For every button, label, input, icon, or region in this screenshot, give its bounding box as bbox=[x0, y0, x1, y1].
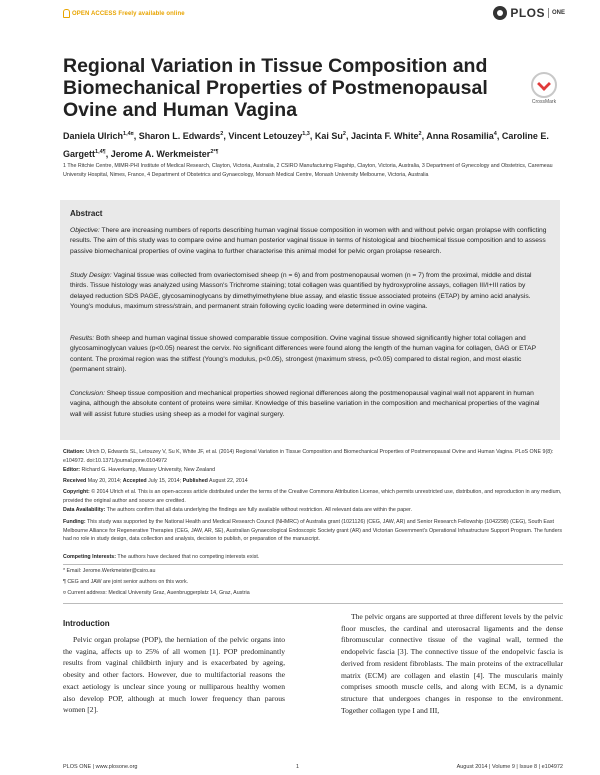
article-title: Regional Variation in Tissue Composition and Biomechanical Properties of Postmenopausal Ovine and Human Vagina bbox=[63, 55, 488, 121]
competing-interests: Competing Interests: The authors have declared that no competing interests exist. bbox=[63, 554, 260, 560]
corresponding-email[interactable]: * Email: Jerome.Werkmeister@csiro.au bbox=[63, 568, 156, 574]
joint-authors-note: ¶ CEG and JAW are joint senior authors on this work. bbox=[63, 579, 189, 585]
author: Jacinta F. White$^2$ bbox=[350, 131, 422, 141]
plos-logo-icon bbox=[493, 6, 507, 20]
abstract-results: Results: Both sheep and human vaginal tissue showed comparable tissue composition. Ovine vaginal tissue showed significantly higher total collagen and glycosaminoglycan values (p<0.05) nearest the cervix. No significant differences were found along the length of the human vagina for collagen, GAG or ETAP content. The proximal region was the stiffest (Young's modulus, p<0.05), strongest (maximum stress, p<0.05) compared to distal region, and most elastic (permanent strain). bbox=[70, 335, 536, 374]
open-access-tag[interactable] bbox=[63, 9, 185, 18]
introduction-column-2: The pelvic organs are supported at three different levels by the pelvic floor muscles, the cardinal and uterosacral ligaments and the dense fibromuscular connective tissue of the vaginal wall, termed the endopelvic fascia [3]. The connective tissue of the endopelvic fascia is derived from resident fibroblasts. The main proteins of the extracellular matrix (ECM) are collagen and elastin [4]. The muscularis mainly comprises smooth muscle cells, and along with ECM, is a dynamic structure that undergoes changes in response to the environment. Together collagen type I and III, bbox=[341, 612, 563, 715]
copyright: Copyright: © 2014 Ulrich et al. This is an open-access article distributed under the terms of the Creative Commons Attribution License, which permits unrestricted use, distribution, and reproduction in any medium, provided the original author and source are credited. bbox=[63, 489, 562, 504]
citation: Citation: Ulrich D, Edwards SL, Letouzey V, Su K, White JF, et al. (2014) Regional Variation in Tissue Composition and Biomechanical Properties of Postmenopausal Ovine and Human Vagina. PLoS ONE 9(8): e104972. doi:10.1371/journal.pone.0104972 bbox=[63, 449, 554, 464]
funding: Funding: This study was supported by the National Health and Medical Research Council (NHMRC) of Australia grant (1021126) (CEG, JAW, AR) and Senior Research Fellowship (1042298) (CEG), South East Melbourne Alliance for Regenerative Therapies (CEG, JAW, AR, SE), Australian Gynaecological Endoscopic Society grant (AR) and Victorian Government's Operational Infrastructure Support Program. The funders had no role in study design, data collection and analysis, decision to publish, or preparation of the manuscript. bbox=[63, 519, 562, 543]
author: Jerome A. Werkmeister$^{2*\P}$ bbox=[110, 149, 219, 159]
journal-header bbox=[0, 0, 600, 20]
footer-journal[interactable]: PLOS ONE | www.plosone.org bbox=[63, 764, 138, 770]
journal-logo[interactable] bbox=[493, 6, 565, 20]
editor: Editor: Richard G. Haverkamp, Massey University, New Zealand bbox=[63, 467, 216, 473]
author: Anna Rosamilia$^4$ bbox=[426, 131, 497, 141]
author: Daniela Ulrich$^{1,4¤}$ bbox=[63, 131, 134, 141]
author-list: Daniela Ulrich$^{1,4¤}$, Sharon L. Edwards$^2$, Vincent Letouzey$^{1,3}$, Kai Su$^2$, Jacinta F. White$^2$, Anna Rosamilia$^4$, Caroline E. Gargett$^{1,4\P}$, Jerome A. Werkmeister$^{2*\P}$ bbox=[63, 131, 549, 159]
author: Caroline E. Gargett$^{1,4\P}$ bbox=[63, 131, 549, 159]
author: Kai Su$^2$ bbox=[314, 131, 346, 141]
crossmark-badge[interactable] bbox=[524, 72, 564, 105]
abstract-box bbox=[60, 200, 560, 440]
abstract-objective: Objective: There are increasing numbers of reports describing human vaginal tissue composition in women with and without pelvic organ prolapse with conflicting results. The aim of this study was to compare ovine and human posterior vaginal tissue in terms of histological and biochemical tissue composition and to assess passive biomechanical properties of ovine vagina to further characterise this animal model for pelvic organ prolapse research. bbox=[70, 227, 547, 255]
dates: Received May 20, 2014; Accepted July 15, 2014; Published August 22, 2014 bbox=[63, 478, 248, 484]
open-lock-icon bbox=[63, 9, 70, 18]
author: Vincent Letouzey$^{1,3}$ bbox=[228, 131, 310, 141]
crossmark-label: CrossMark bbox=[531, 99, 557, 105]
current-address-note: ¤ Current address: Medical University Graz, Auenbruggerplatz 14, Graz, Austria bbox=[63, 590, 250, 596]
introduction-column-1: Pelvic organ prolapse (POP), the herniation of the pelvic organs into the vagina, affects up to 25% of all women [1]. POP predominantly results from vaginal childbirth injury and is exacerbated by ageing, obesity and other factors. However, due to multifactorial reasons the exact aetiology is unclear since young or nulliparous healthy women also develop POP, although at much lower frequency than parous women [2]. bbox=[63, 635, 285, 715]
crossmark-icon bbox=[531, 72, 557, 98]
author: Sharon L. Edwards$^2$ bbox=[138, 131, 224, 141]
open-access-label: OPEN ACCESS Freely available online bbox=[72, 10, 185, 17]
logo-divider bbox=[548, 8, 549, 18]
divider bbox=[63, 603, 563, 604]
divider bbox=[63, 564, 563, 565]
footer-issue: August 2014 | Volume 9 | Issue 8 | e104972 bbox=[456, 764, 563, 770]
introduction-heading: Introduction bbox=[63, 619, 110, 628]
journal-logo-sub: ONE bbox=[551, 10, 565, 16]
journal-logo-text: PLOS bbox=[510, 6, 545, 20]
affiliations: 1 The Ritchie Centre, MIMR-PHI Institute of Medical Research, Clayton, Victoria, Australia, 2 CSIRO Manufacturing Flagship, Clayton, Victoria, Australia, 3 Department of Gynecology and Obstetrics, Caremeau University Hospital, Nimes, France, 4 Department of Obstetrics and Gynaecology, Monash Medical Centre, Monash University Melbourne, Victoria, Australia bbox=[63, 163, 553, 178]
abstract-heading: Abstract bbox=[70, 209, 103, 218]
data-availability: Data Availability: The authors confirm that all data underlying the findings are fully available without restriction. All relevant data are within the paper. bbox=[63, 507, 413, 513]
abstract-study-design: Study Design: Vaginal tissue was collected from ovariectomised sheep (n = 6) and from postmenopausal women (n = 7) from the proximal, middle and distal thirds. Tissue histology was analyzed using Masson's Trichrome staining; total collagen was quantified by hydroxyproline assays, collagen III/I+III ratios by delayed reduction SDS PAGE, glycosaminoglycans by dimethylmethylene blue assay, and elastic tissue associated proteins (ETAP) by amino acid analysis. Young's modulus, maximum stress/strain, and permanent strain following cyclic loading were determined in ovine vagina. bbox=[70, 272, 532, 311]
page-number: 1 bbox=[296, 764, 300, 770]
abstract-conclusion: Conclusion: Sheep tissue composition and mechanical properties showed regional differences along the postmenopausal vaginal wall not apparent in human vagina, although the absolute content of proteins were similar. Knowledge of this baseline variation in the composition and mechanical properties of the vaginal wall will assist future studies using sheep as a model for vaginal surgery. bbox=[70, 390, 540, 418]
